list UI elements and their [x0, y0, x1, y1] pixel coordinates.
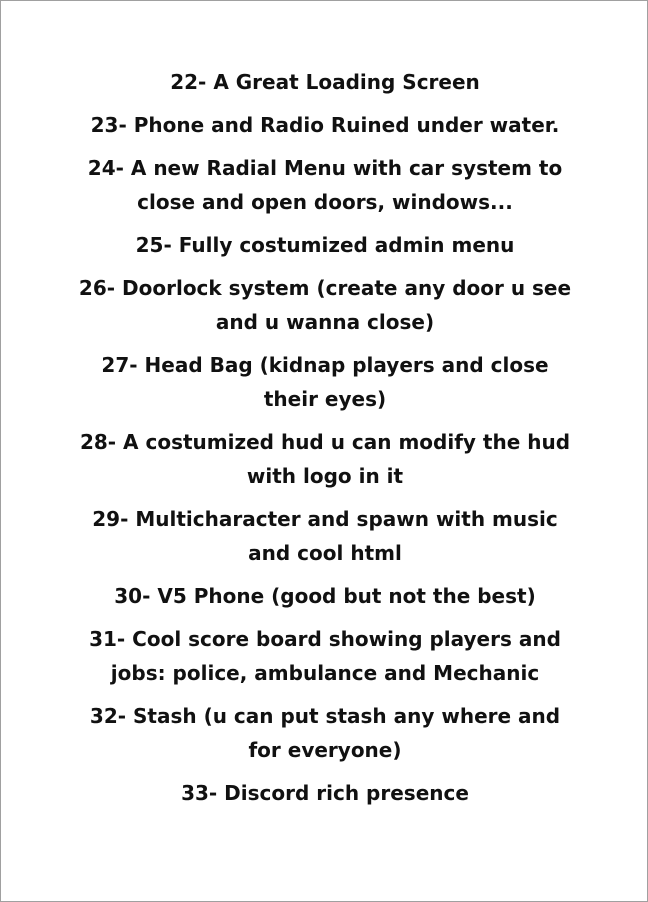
list-item: 28- A costumized hud u can modify the hud with logo in it [79, 430, 571, 488]
list-item: 33- Discord rich presence [181, 781, 469, 805]
list-item: 25- Fully costumized admin menu [135, 233, 515, 257]
feature-list [71, 65, 579, 819]
list-item: 32- Stash (u can put stash any where and for everyone) [89, 704, 561, 762]
list-item: 27- Head Bag (kidnap players and close their eyes) [101, 353, 549, 411]
list-item: 23- Phone and Radio Ruined under water. [90, 113, 560, 137]
list-item: 29- Multicharacter and spawn with music and cool html [92, 507, 558, 565]
list-item: 26- Doorlock system (create any door u see and u wanna close) [78, 276, 572, 334]
list-item: 31- Cool score board showing players and jobs: police, ambulance and Mechanic [89, 627, 561, 685]
list-item: 30- V5 Phone (good but not the best) [114, 584, 536, 608]
list-item: 22- A Great Loading Screen [170, 70, 480, 94]
list-item: 24- A new Radial Menu with car system to close and open doors, windows... [87, 156, 563, 214]
